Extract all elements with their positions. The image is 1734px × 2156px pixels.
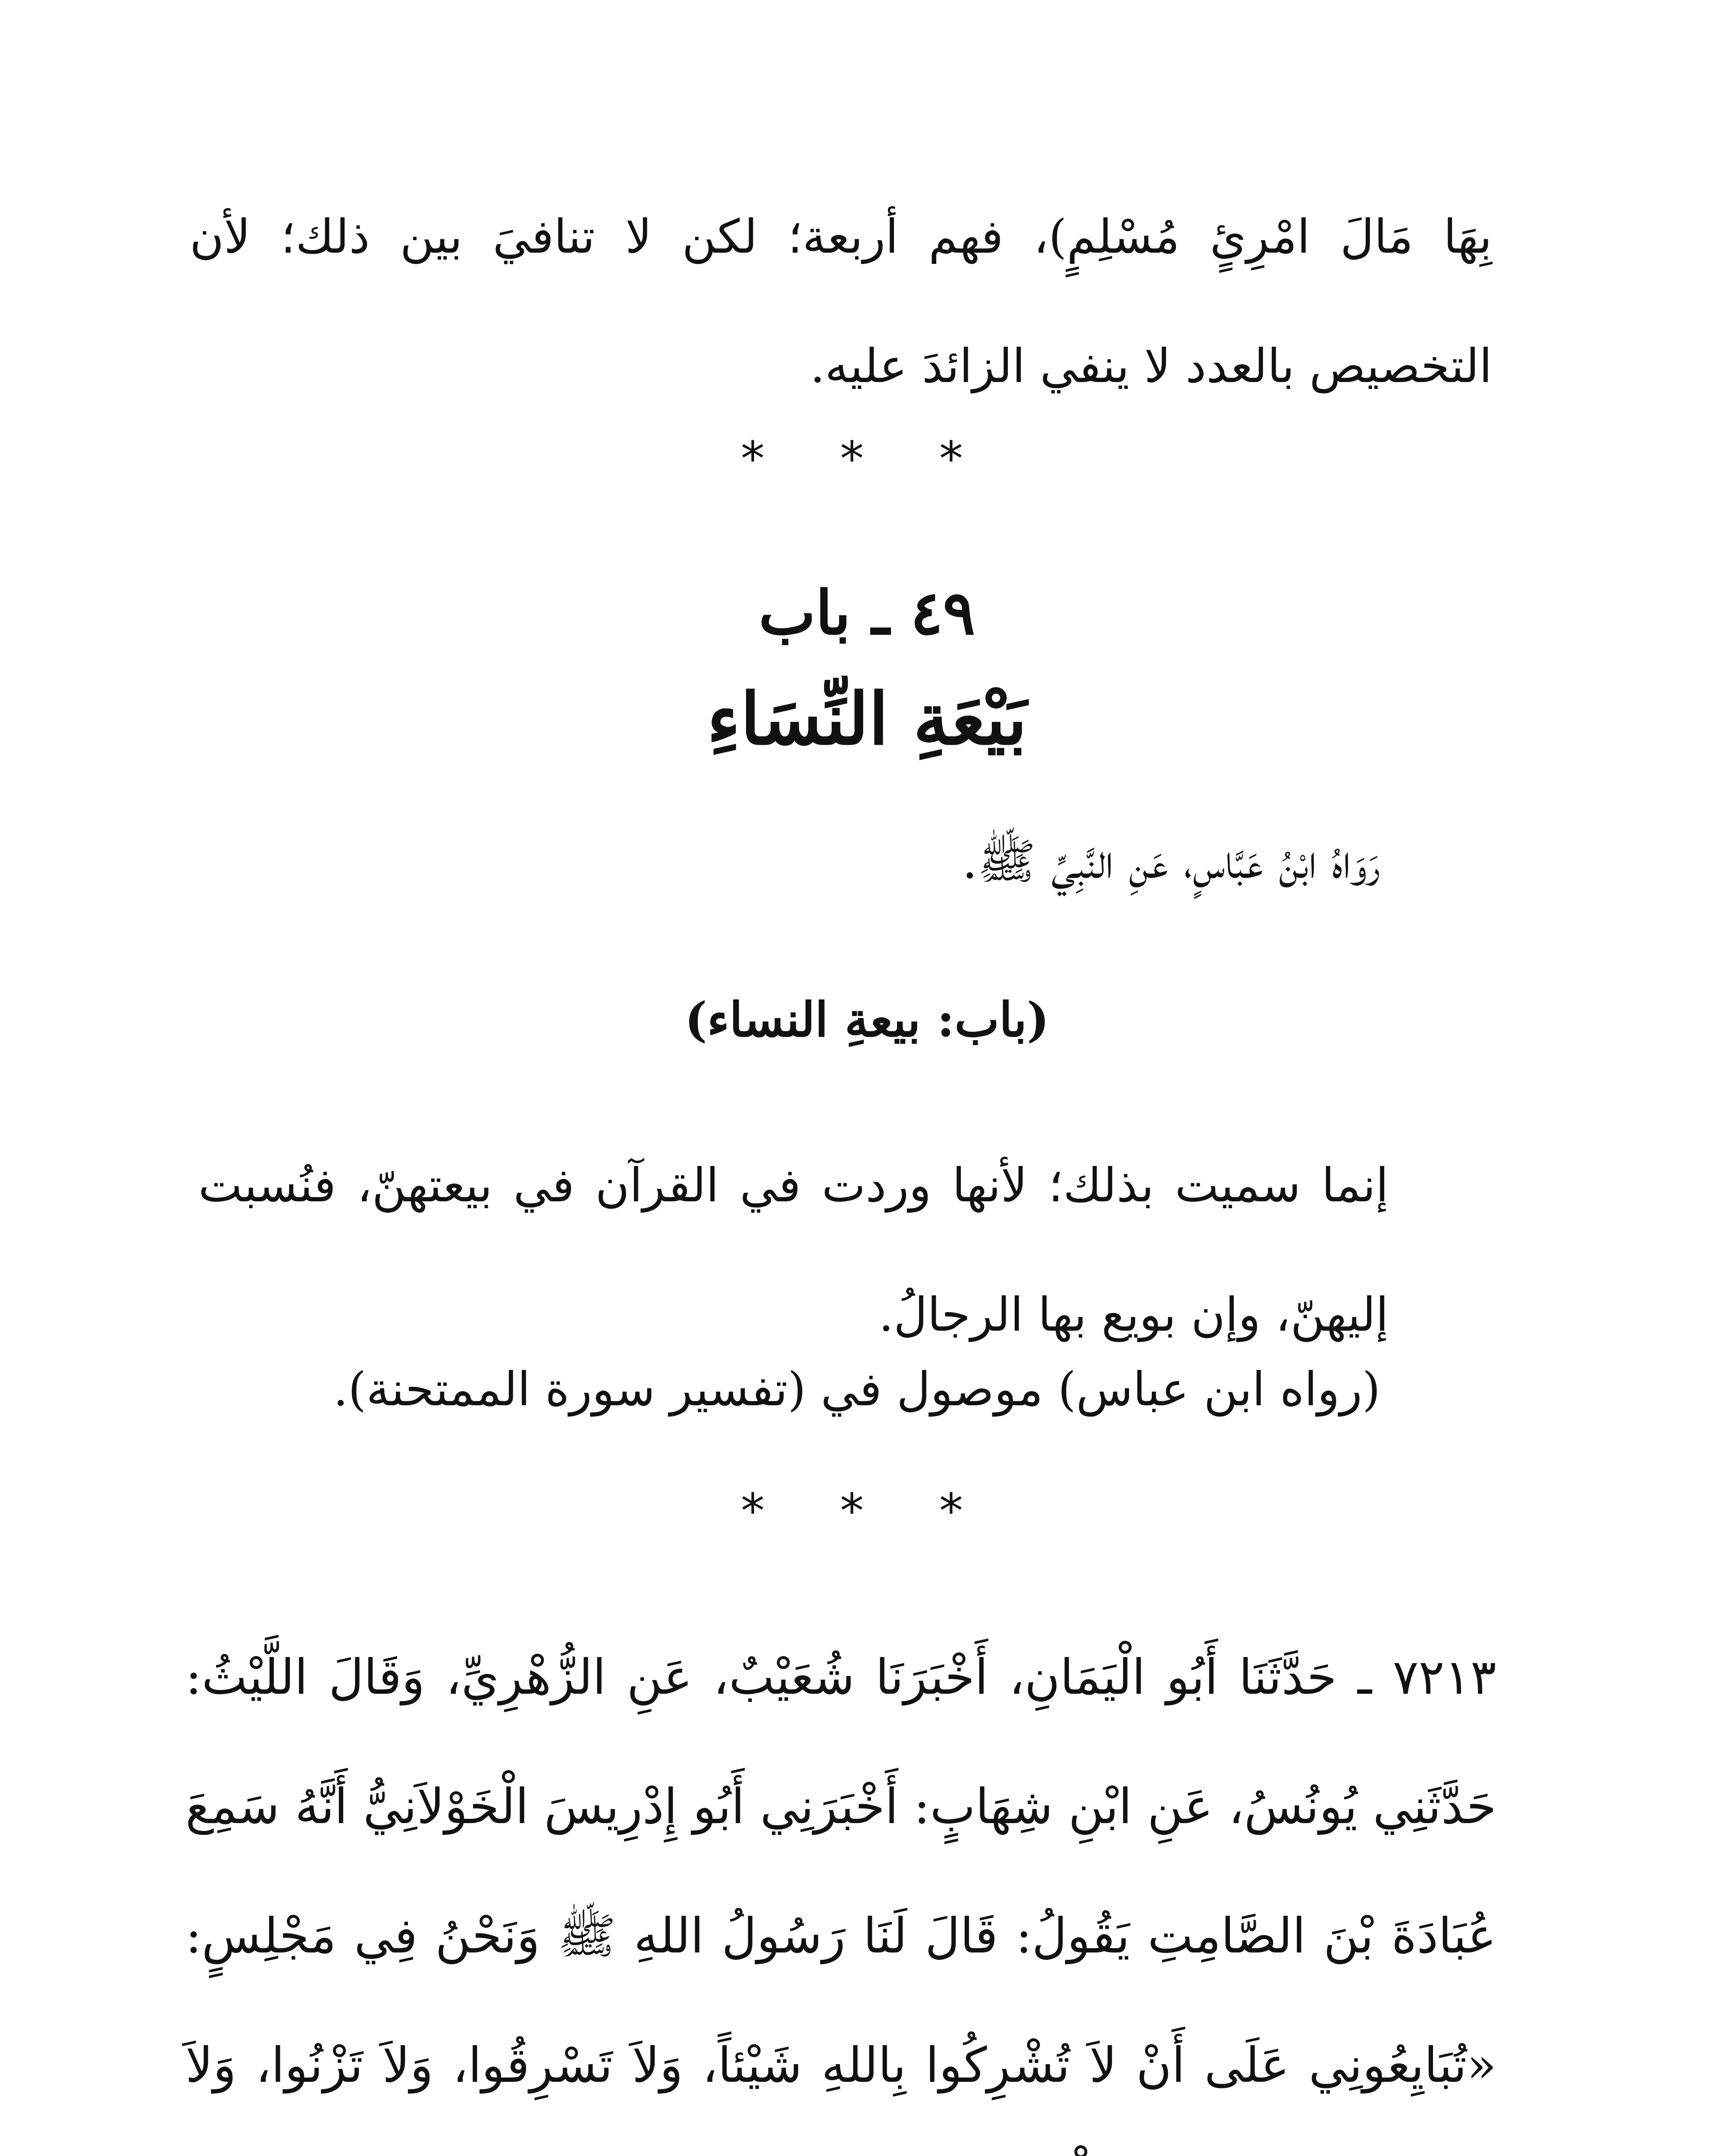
section-separator-bottom: * * * [741, 1483, 993, 1539]
note-line: (رواه ابن عباس) موصول في (تفسير سورة الممتحنة). [333, 1363, 1380, 1416]
bab-heading: (باب: بيعةِ النساء) [684, 992, 1050, 1047]
chapter-narration: رَوَاهُ ابْنُ عَبَّاسٍ، عَنِ النَّبِيِّ ﷺ. [962, 834, 1380, 890]
section-separator-top: * * * [741, 431, 993, 486]
hadith-text: ٧٢١٣ ـ حَدَّثَنَا أَبُو الْيَمَانِ، أَخْبَرَنَا شُعَيْبٌ، عَنِ الزُّهْرِيِّ، وَقَالَ اللَّيْثُ: حَدَّثَنِي يُونُسُ، عَنِ ابْنِ شِهَابٍ: أَخْبَرَنِي أَبُو إِدْرِيسَ الْخَوْلاَنِيُّ أَنَّهُ سَمِعَ عُبَادَةَ بْنَ الصَّامِتِ يَقُولُ: قَالَ لَنَا رَسُولُ اللهِ ﷺ وَنَحْنُ فِي مَجْلِسٍ: «تُبَايِعُونِي عَلَى أَنْ لاَ تُشْرِكُوا بِاللهِ شَيْئاً، وَلاَ تَسْرِقُوا، وَلاَ تَزْنُوا، وَلاَ [185, 1649, 1496, 2093]
chapter-title: بَيْعَةِ النِّسَاءِ [707, 677, 1027, 761]
explanation-paragraph: إنما سميت بذلك؛ لأنها وردت في القرآن في بيعتهنّ، فنُسبت إليهنّ، وإن بويع بها الرجالُ. [198, 1159, 1389, 1342]
chapter-number: ٤٩ ـ باب [759, 578, 975, 649]
top-paragraph: بِهَا مَالَ امْرِئٍ مُسْلِمٍ)، فهم أربعة؛ لكن لا تنافيَ بين ذلك؛ لأن التخصيص بالعدد لا ينفي الزائدَ عليه. [190, 210, 1492, 393]
